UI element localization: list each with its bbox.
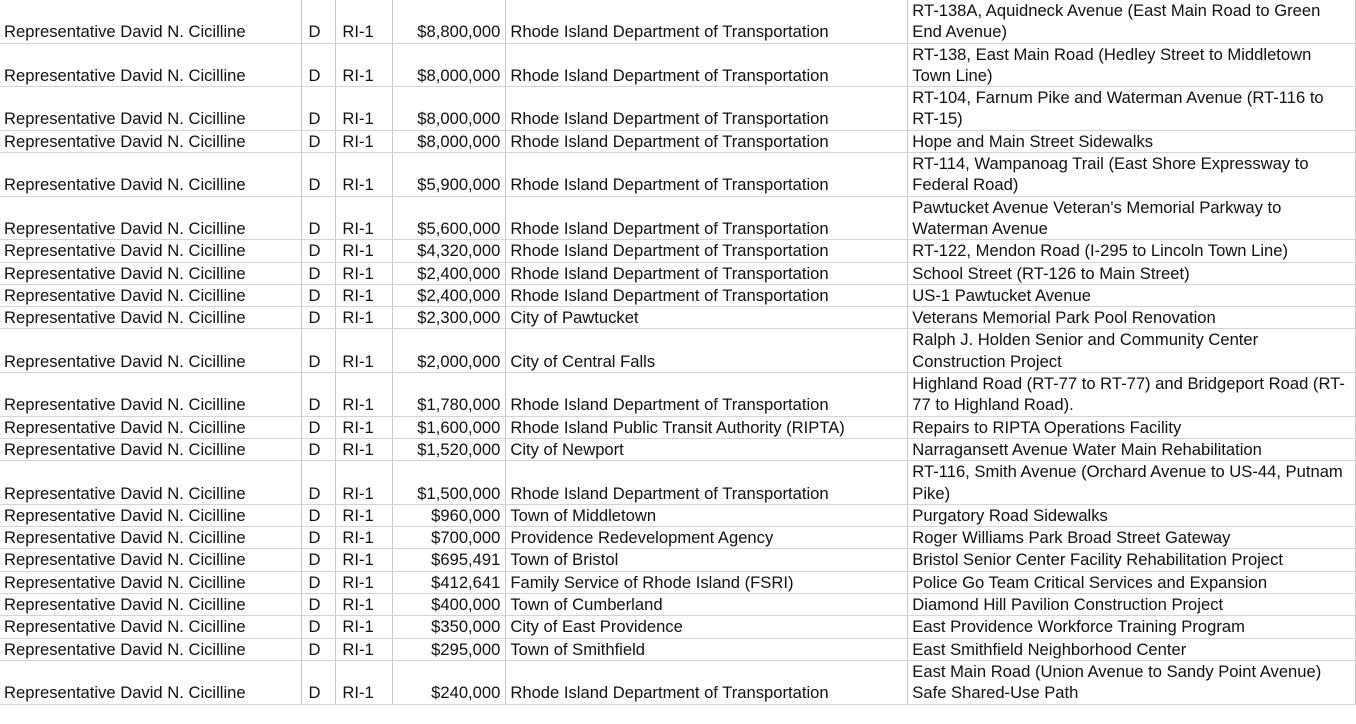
recipient-cell[interactable]: Rhode Island Department of Transportation [506, 130, 908, 152]
district-cell[interactable]: RI-1 [336, 153, 393, 197]
recipient-cell[interactable]: Rhode Island Department of Transportation [506, 284, 908, 306]
amount-cell[interactable]: $2,400,000 [393, 284, 506, 306]
district-cell[interactable]: RI-1 [336, 549, 393, 571]
project-cell[interactable]: US-1 Pawtucket Avenue [908, 284, 1356, 306]
member-cell[interactable]: Representative David N. Cicilline [0, 196, 302, 240]
party-cell[interactable]: D [302, 638, 336, 660]
recipient-cell[interactable]: Rhode Island Public Transit Authority (RIPTA) [506, 416, 908, 438]
table-row[interactable] [0, 373, 1356, 417]
amount-cell[interactable]: $1,500,000 [393, 461, 506, 505]
project-cell[interactable]: Highland Road (RT-77 to RT-77) and Bridgeport Road (RT-77 to Highland Road). [908, 373, 1356, 417]
district-cell[interactable]: RI-1 [336, 660, 393, 704]
amount-cell[interactable]: $295,000 [393, 638, 506, 660]
party-cell[interactable]: D [302, 0, 336, 43]
member-cell[interactable]: Representative David N. Cicilline [0, 240, 302, 262]
recipient-cell[interactable]: Rhode Island Department of Transportation [506, 660, 908, 704]
table-row[interactable] [0, 571, 1356, 593]
member-cell[interactable]: Representative David N. Cicilline [0, 153, 302, 197]
party-cell[interactable]: D [302, 616, 336, 638]
district-cell[interactable]: RI-1 [336, 0, 393, 43]
project-cell[interactable]: Bristol Senior Center Facility Rehabilitation Project [908, 549, 1356, 571]
party-cell[interactable]: D [302, 43, 336, 87]
party-cell[interactable]: D [302, 571, 336, 593]
party-cell[interactable]: D [302, 262, 336, 284]
table-row[interactable] [0, 504, 1356, 526]
amount-cell[interactable]: $700,000 [393, 527, 506, 549]
recipient-cell[interactable]: Rhode Island Department of Transportation [506, 262, 908, 284]
party-cell[interactable]: D [302, 461, 336, 505]
district-cell[interactable]: RI-1 [336, 196, 393, 240]
recipient-cell[interactable]: City of Newport [506, 438, 908, 460]
amount-cell[interactable]: $8,000,000 [393, 130, 506, 152]
amount-cell[interactable]: $4,320,000 [393, 240, 506, 262]
member-cell[interactable]: Representative David N. Cicilline [0, 461, 302, 505]
table-row[interactable] [0, 307, 1356, 329]
table-row[interactable] [0, 594, 1356, 616]
member-cell[interactable]: Representative David N. Cicilline [0, 284, 302, 306]
district-cell[interactable]: RI-1 [336, 504, 393, 526]
project-cell[interactable]: School Street (RT-126 to Main Street) [908, 262, 1356, 284]
table-row[interactable] [0, 549, 1356, 571]
recipient-cell[interactable]: Rhode Island Department of Transportation [506, 87, 908, 131]
project-cell[interactable]: Ralph J. Holden Senior and Community Center Construction Project [908, 329, 1356, 373]
table-row[interactable] [0, 660, 1356, 704]
project-cell[interactable]: RT-138, East Main Road (Hedley Street to Middletown Town Line) [908, 43, 1356, 87]
project-cell[interactable]: East Providence Workforce Training Program [908, 616, 1356, 638]
party-cell[interactable]: D [302, 87, 336, 131]
district-cell[interactable]: RI-1 [336, 329, 393, 373]
recipient-cell[interactable]: Rhode Island Department of Transportation [506, 461, 908, 505]
amount-cell[interactable]: $5,600,000 [393, 196, 506, 240]
party-cell[interactable]: D [302, 416, 336, 438]
amount-cell[interactable]: $412,641 [393, 571, 506, 593]
party-cell[interactable]: D [302, 329, 336, 373]
member-cell[interactable]: Representative David N. Cicilline [0, 373, 302, 417]
recipient-cell[interactable]: Rhode Island Department of Transportation [506, 43, 908, 87]
amount-cell[interactable]: $350,000 [393, 616, 506, 638]
project-cell[interactable]: RT-104, Farnum Pike and Waterman Avenue (RT-116 to RT-15) [908, 87, 1356, 131]
member-cell[interactable]: Representative David N. Cicilline [0, 571, 302, 593]
table-row[interactable] [0, 329, 1356, 373]
party-cell[interactable]: D [302, 504, 336, 526]
table-row[interactable] [0, 616, 1356, 638]
amount-cell[interactable]: $8,000,000 [393, 43, 506, 87]
recipient-cell[interactable]: City of East Providence [506, 616, 908, 638]
district-cell[interactable]: RI-1 [336, 240, 393, 262]
member-cell[interactable]: Representative David N. Cicilline [0, 616, 302, 638]
party-cell[interactable]: D [302, 284, 336, 306]
amount-cell[interactable]: $960,000 [393, 504, 506, 526]
member-cell[interactable]: Representative David N. Cicilline [0, 87, 302, 131]
district-cell[interactable]: RI-1 [336, 87, 393, 131]
project-cell[interactable]: Diamond Hill Pavilion Construction Project [908, 594, 1356, 616]
amount-cell[interactable]: $2,000,000 [393, 329, 506, 373]
recipient-cell[interactable]: Providence Redevelopment Agency [506, 527, 908, 549]
amount-cell[interactable]: $695,491 [393, 549, 506, 571]
district-cell[interactable]: RI-1 [336, 527, 393, 549]
district-cell[interactable]: RI-1 [336, 43, 393, 87]
member-cell[interactable]: Representative David N. Cicilline [0, 638, 302, 660]
amount-cell[interactable]: $1,600,000 [393, 416, 506, 438]
amount-cell[interactable]: $2,300,000 [393, 307, 506, 329]
table-row[interactable] [0, 87, 1356, 131]
project-cell[interactable]: Roger Williams Park Broad Street Gateway [908, 527, 1356, 549]
district-cell[interactable]: RI-1 [336, 307, 393, 329]
table-row[interactable] [0, 153, 1356, 197]
district-cell[interactable]: RI-1 [336, 571, 393, 593]
project-cell[interactable]: RT-122, Mendon Road (I-295 to Lincoln Town Line) [908, 240, 1356, 262]
district-cell[interactable]: RI-1 [336, 594, 393, 616]
recipient-cell[interactable]: Family Service of Rhode Island (FSRI) [506, 571, 908, 593]
project-cell[interactable]: East Smithfield Neighborhood Center [908, 638, 1356, 660]
district-cell[interactable]: RI-1 [336, 130, 393, 152]
recipient-cell[interactable]: Rhode Island Department of Transportation [506, 240, 908, 262]
member-cell[interactable]: Representative David N. Cicilline [0, 527, 302, 549]
amount-cell[interactable]: $2,400,000 [393, 262, 506, 284]
table-row[interactable] [0, 438, 1356, 460]
project-cell[interactable]: Police Go Team Critical Services and Expansion [908, 571, 1356, 593]
table-row[interactable] [0, 130, 1356, 152]
member-cell[interactable]: Representative David N. Cicilline [0, 416, 302, 438]
member-cell[interactable]: Representative David N. Cicilline [0, 307, 302, 329]
district-cell[interactable]: RI-1 [336, 438, 393, 460]
party-cell[interactable]: D [302, 373, 336, 417]
table-row[interactable] [0, 196, 1356, 240]
member-cell[interactable]: Representative David N. Cicilline [0, 43, 302, 87]
party-cell[interactable]: D [302, 438, 336, 460]
project-cell[interactable]: RT-116, Smith Avenue (Orchard Avenue to US-44, Putnam Pike) [908, 461, 1356, 505]
recipient-cell[interactable]: Town of Cumberland [506, 594, 908, 616]
district-cell[interactable]: RI-1 [336, 373, 393, 417]
table-row[interactable] [0, 416, 1356, 438]
project-cell[interactable]: RT-114, Wampanoag Trail (East Shore Expressway to Federal Road) [908, 153, 1356, 197]
recipient-cell[interactable]: Town of Bristol [506, 549, 908, 571]
member-cell[interactable]: Representative David N. Cicilline [0, 504, 302, 526]
member-cell[interactable]: Representative David N. Cicilline [0, 130, 302, 152]
district-cell[interactable]: RI-1 [336, 638, 393, 660]
project-cell[interactable]: Hope and Main Street Sidewalks [908, 130, 1356, 152]
member-cell[interactable]: Representative David N. Cicilline [0, 594, 302, 616]
district-cell[interactable]: RI-1 [336, 461, 393, 505]
recipient-cell[interactable]: City of Central Falls [506, 329, 908, 373]
recipient-cell[interactable]: Rhode Island Department of Transportation [506, 153, 908, 197]
district-cell[interactable]: RI-1 [336, 416, 393, 438]
table-row[interactable] [0, 240, 1356, 262]
member-cell[interactable]: Representative David N. Cicilline [0, 660, 302, 704]
party-cell[interactable]: D [302, 307, 336, 329]
recipient-cell[interactable]: City of Pawtucket [506, 307, 908, 329]
recipient-cell[interactable]: Rhode Island Department of Transportation [506, 0, 908, 43]
recipient-cell[interactable]: Rhode Island Department of Transportation [506, 196, 908, 240]
recipient-cell[interactable]: Town of Middletown [506, 504, 908, 526]
party-cell[interactable]: D [302, 153, 336, 197]
table-row[interactable] [0, 262, 1356, 284]
member-cell[interactable]: Representative David N. Cicilline [0, 549, 302, 571]
party-cell[interactable]: D [302, 527, 336, 549]
project-cell[interactable]: Veterans Memorial Park Pool Renovation [908, 307, 1356, 329]
party-cell[interactable]: D [302, 660, 336, 704]
project-cell[interactable]: Repairs to RIPTA Operations Facility [908, 416, 1356, 438]
table-row[interactable] [0, 284, 1356, 306]
table-row[interactable] [0, 527, 1356, 549]
amount-cell[interactable]: $1,520,000 [393, 438, 506, 460]
amount-cell[interactable]: $5,900,000 [393, 153, 506, 197]
table-row[interactable] [0, 638, 1356, 660]
recipient-cell[interactable]: Town of Smithfield [506, 638, 908, 660]
amount-cell[interactable]: $8,800,000 [393, 0, 506, 43]
amount-cell[interactable]: $240,000 [393, 660, 506, 704]
member-cell[interactable]: Representative David N. Cicilline [0, 262, 302, 284]
project-cell[interactable]: Pawtucket Avenue Veteran's Memorial Parkway to Waterman Avenue [908, 196, 1356, 240]
party-cell[interactable]: D [302, 130, 336, 152]
party-cell[interactable]: D [302, 549, 336, 571]
project-cell[interactable]: Narragansett Avenue Water Main Rehabilitation [908, 438, 1356, 460]
table-row[interactable] [0, 43, 1356, 87]
amount-cell[interactable]: $400,000 [393, 594, 506, 616]
member-cell[interactable]: Representative David N. Cicilline [0, 438, 302, 460]
amount-cell[interactable]: $1,780,000 [393, 373, 506, 417]
party-cell[interactable]: D [302, 240, 336, 262]
amount-cell[interactable]: $8,000,000 [393, 87, 506, 131]
project-cell[interactable]: East Main Road (Union Avenue to Sandy Point Avenue) Safe Shared-Use Path [908, 660, 1356, 704]
party-cell[interactable]: D [302, 594, 336, 616]
member-cell[interactable]: Representative David N. Cicilline [0, 329, 302, 373]
district-cell[interactable]: RI-1 [336, 616, 393, 638]
district-cell[interactable]: RI-1 [336, 284, 393, 306]
project-cell[interactable]: Purgatory Road Sidewalks [908, 504, 1356, 526]
table-row[interactable] [0, 461, 1356, 505]
project-cell[interactable]: RT-138A, Aquidneck Avenue (East Main Road to Green End Avenue) [908, 0, 1356, 43]
member-cell[interactable]: Representative David N. Cicilline [0, 0, 302, 43]
recipient-cell[interactable]: Rhode Island Department of Transportation [506, 373, 908, 417]
table-row[interactable] [0, 0, 1356, 43]
district-cell[interactable]: RI-1 [336, 262, 393, 284]
party-cell[interactable]: D [302, 196, 336, 240]
